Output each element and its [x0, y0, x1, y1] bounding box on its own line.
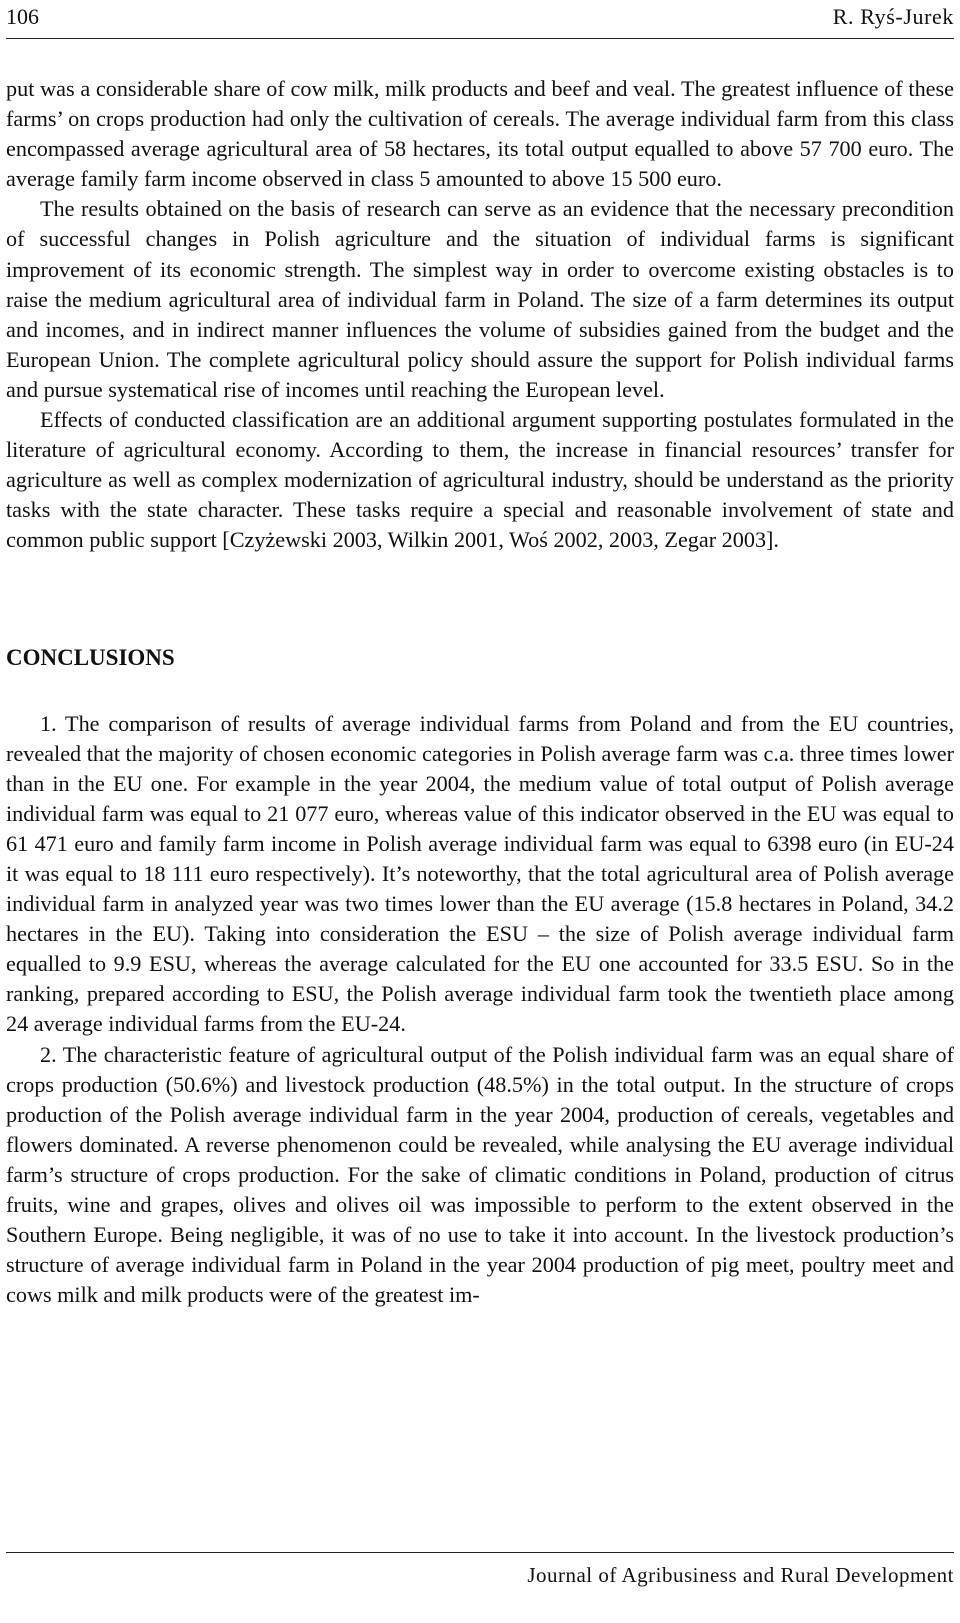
section-spacer [6, 681, 954, 709]
body-paragraph-continued: put was a considerable share of cow milk, milk products and beef and veal. The greatest influence of these farms’ on crops production had only the cultivation of cereals. The average individual farm from this class encompassed average agricultural area of 58 hectares, its total output equalled to above 57 700 euro. The average family farm income observed in class 5 amounted to above 15 500 euro. [6, 76, 954, 192]
conclusion-item-2: 2. The characteristic feature of agricultural output of the Polish individual farm was an equal share of crops production (50.6%) and livestock production (48.5%) in the total output. In the structure of crops production of the Polish average individual farm in the year 2004, production of cereals, vegetables and flowers dominated. A reverse phenomenon could be revealed, while analysing the EU average individual farm’s structure of crops production. For the sake of climatic conditions in Poland, production of citrus fruits, wine and grapes, olives and olives oil was impossible to perform to the extent observed in the Southern Europe. Being negligible, it was of no use to take it into account. In the livestock production’s structure of average individual farm in Poland in the year 2004 production of pig meet, poultry meet and cows milk and milk products were of the greatest im- [6, 1041, 954, 1308]
body-paragraph: Effects of conducted classification are an additional argument supporting postulates formulated in the literature of agricultural economy. According to them, the increase in financial resources’ transfer for agriculture as well as complex modernization of agricultural industry, should be understand as the priority tasks with the state character. These tasks require a special and reasonable involvement of state and common public support [Czyżewski 2003, Wilkin 2001, Woś 2002, 2003, Zegar 2003]. [6, 407, 954, 553]
section-heading-conclusions: CONCLUSIONS [6, 644, 175, 670]
page-body [6, 74, 954, 1310]
running-head-author: R. Ryś-Jurek [832, 4, 954, 29]
journal-title: Journal of Agribusiness and Rural Development [527, 1563, 954, 1587]
page-header [6, 0, 954, 39]
body-paragraph: The results obtained on the basis of research can serve as an evidence that the necessary precondition of successful changes in Polish agriculture and the situation of individual farms is significant improvement of its economic strength. The simplest way in order to overcome existing obstacles is to raise the medium agricultural area of individual farm in Poland. The size of a farm determines its output and incomes, and in indirect manner influences the volume of subsidies gained from the budget and the European Union. The complete agricultural policy should assure the support for Polish individual farms and pursue systematical rise of incomes until reaching the European level. [6, 196, 954, 402]
page-number: 106 [6, 4, 39, 29]
conclusion-item-1: 1. The comparison of results of average individual farms from Poland and from the EU countries, revealed that the majority of chosen economic categories in Polish average farm was c.a. three times lower than in the EU one. For example in the year 2004, the medium value of total output of Polish average individual farm was equal to 21 077 euro, whereas value of this indicator observed in the EU was equal to 61 471 euro and family farm income in Polish average individual farm was equal to 6398 euro (in EU-24 it was equal to 18 111 euro respectively). It’s noteworthy, that the total agricultural area of Polish average individual farm in analyzed year was two times lower than the EU average (15.8 hectares in Poland, 34.2 hectares in the EU). Taking into consideration the ESU – the size of Polish average individual farm equalled to 9.9 ESU, whereas the average calculated for the EU one accounted for 33.5 ESU. So in the ranking, prepared according to ESU, the Polish average individual farm took the twentieth place among 24 average individual farms from the EU-24. [6, 710, 954, 1037]
page-footer [6, 1552, 954, 1623]
